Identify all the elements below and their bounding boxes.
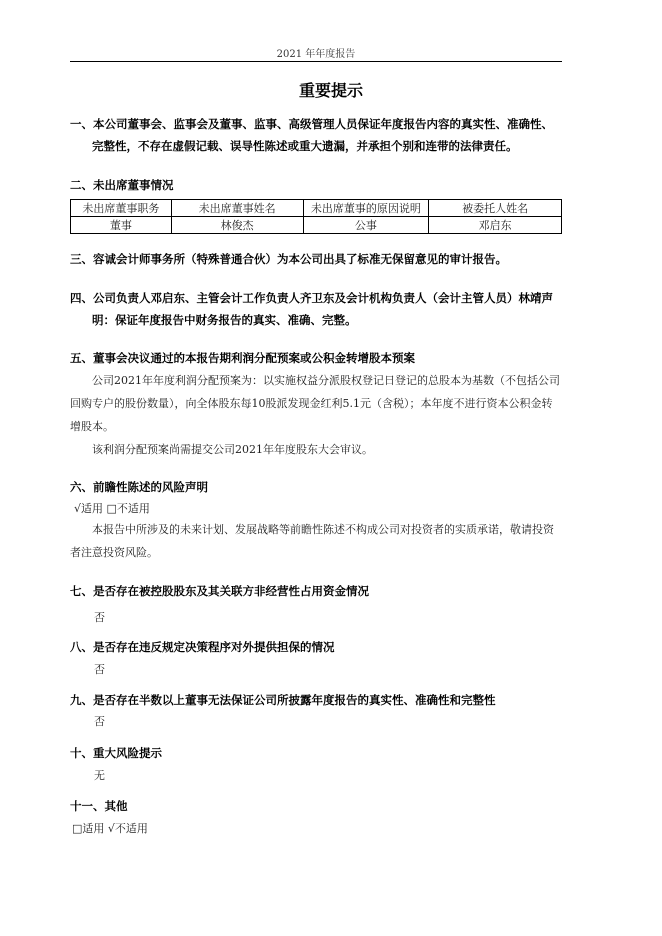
table-header-cell: 被委托人姓名: [429, 200, 562, 217]
table-cell: 邓启东: [429, 217, 562, 234]
section-5-paragraph-1: [70, 369, 562, 438]
section-9-answer: 否: [94, 715, 105, 728]
section-6-options: √适用 □不适用: [74, 502, 150, 515]
table-cell: 公事: [303, 217, 429, 234]
section-6-paragraph: [70, 518, 562, 564]
table-header-row: [71, 200, 562, 217]
section-8-answer: 否: [94, 663, 105, 676]
paragraph-text: 本报告中所涉及的未来计划、发展战略等前瞻性陈述不构成公司对投资者的实质承诺，敬请投资者注意投资风险。: [70, 523, 554, 559]
section-9-heading: 九、是否存在半数以上董事无法保证公司所披露年度报告的真实性、准确性和完整性: [70, 693, 496, 707]
section-1-line-1: 一、本公司董事会、监事会及董事、监事、高级管理人员保证年度报告内容的真实性、准确性、: [70, 117, 553, 131]
paragraph-text: 该利润分配预案尚需提交公司2021年年度股东大会审议。: [92, 443, 373, 456]
section-5-heading: 五、董事会决议通过的本报告期利润分配预案或公积金转增股本预案: [70, 351, 415, 365]
section-6-heading: 六、前瞻性陈述的风险声明: [70, 480, 208, 494]
section-7-answer: 否: [94, 611, 105, 624]
section-1: [70, 113, 570, 157]
section-4-line-1: 四、公司负责人邓启东、主管会计工作负责人齐卫东及会计机构负责人（会计主管人员）林靖声: [70, 291, 553, 305]
table-header-cell: 未出席董事职务: [71, 200, 172, 217]
absent-directors-table: [70, 199, 562, 234]
table-cell: 董事: [71, 217, 172, 234]
section-4-line-2: 明：保证年度报告中财务报告的真实、准确、完整。: [92, 313, 357, 327]
table-header-cell: 未出席董事的原因说明: [303, 200, 429, 217]
section-11-options: □适用 √不适用: [72, 822, 148, 835]
page-header: 2021 年年度报告: [276, 49, 356, 60]
section-3-heading: 三、容诚会计师事务所（特殊普通合伙）为本公司出具了标准无保留意见的审计报告。: [70, 252, 507, 266]
section-5-paragraph-2: [70, 438, 562, 461]
section-1-line-2: 完整性，不存在虚假记载、误导性陈述或重大遗漏，并承担个别和连带的法律责任。: [92, 139, 518, 153]
section-4: [70, 287, 570, 331]
section-8-heading: 八、是否存在违反规定决策程序对外提供担保的情况: [70, 640, 335, 654]
section-7-heading: 七、是否存在被控股股东及其关联方非经营性占用资金情况: [70, 584, 369, 598]
section-10-heading: 十、重大风险提示: [70, 746, 162, 760]
section-11-heading: 十一、其他: [70, 799, 128, 813]
table-header-cell: 未出席董事姓名: [171, 200, 303, 217]
table-row: [71, 217, 562, 234]
page-title: 重要提示: [298, 81, 363, 100]
paragraph-text: 公司2021年年度利润分配预案为：以实施权益分派股权登记日登记的总股本为基数（不包括公司回购专户的股份数量），向全体股东每10股派发现金红利5.1元（含税）；本年度不进行资本公积金转增股本。: [70, 374, 560, 433]
table-cell: 林俊杰: [171, 217, 303, 234]
section-10-answer: 无: [94, 769, 105, 782]
header-rule: [70, 61, 562, 62]
section-2-heading: 二、未出席董事情况: [70, 178, 174, 192]
